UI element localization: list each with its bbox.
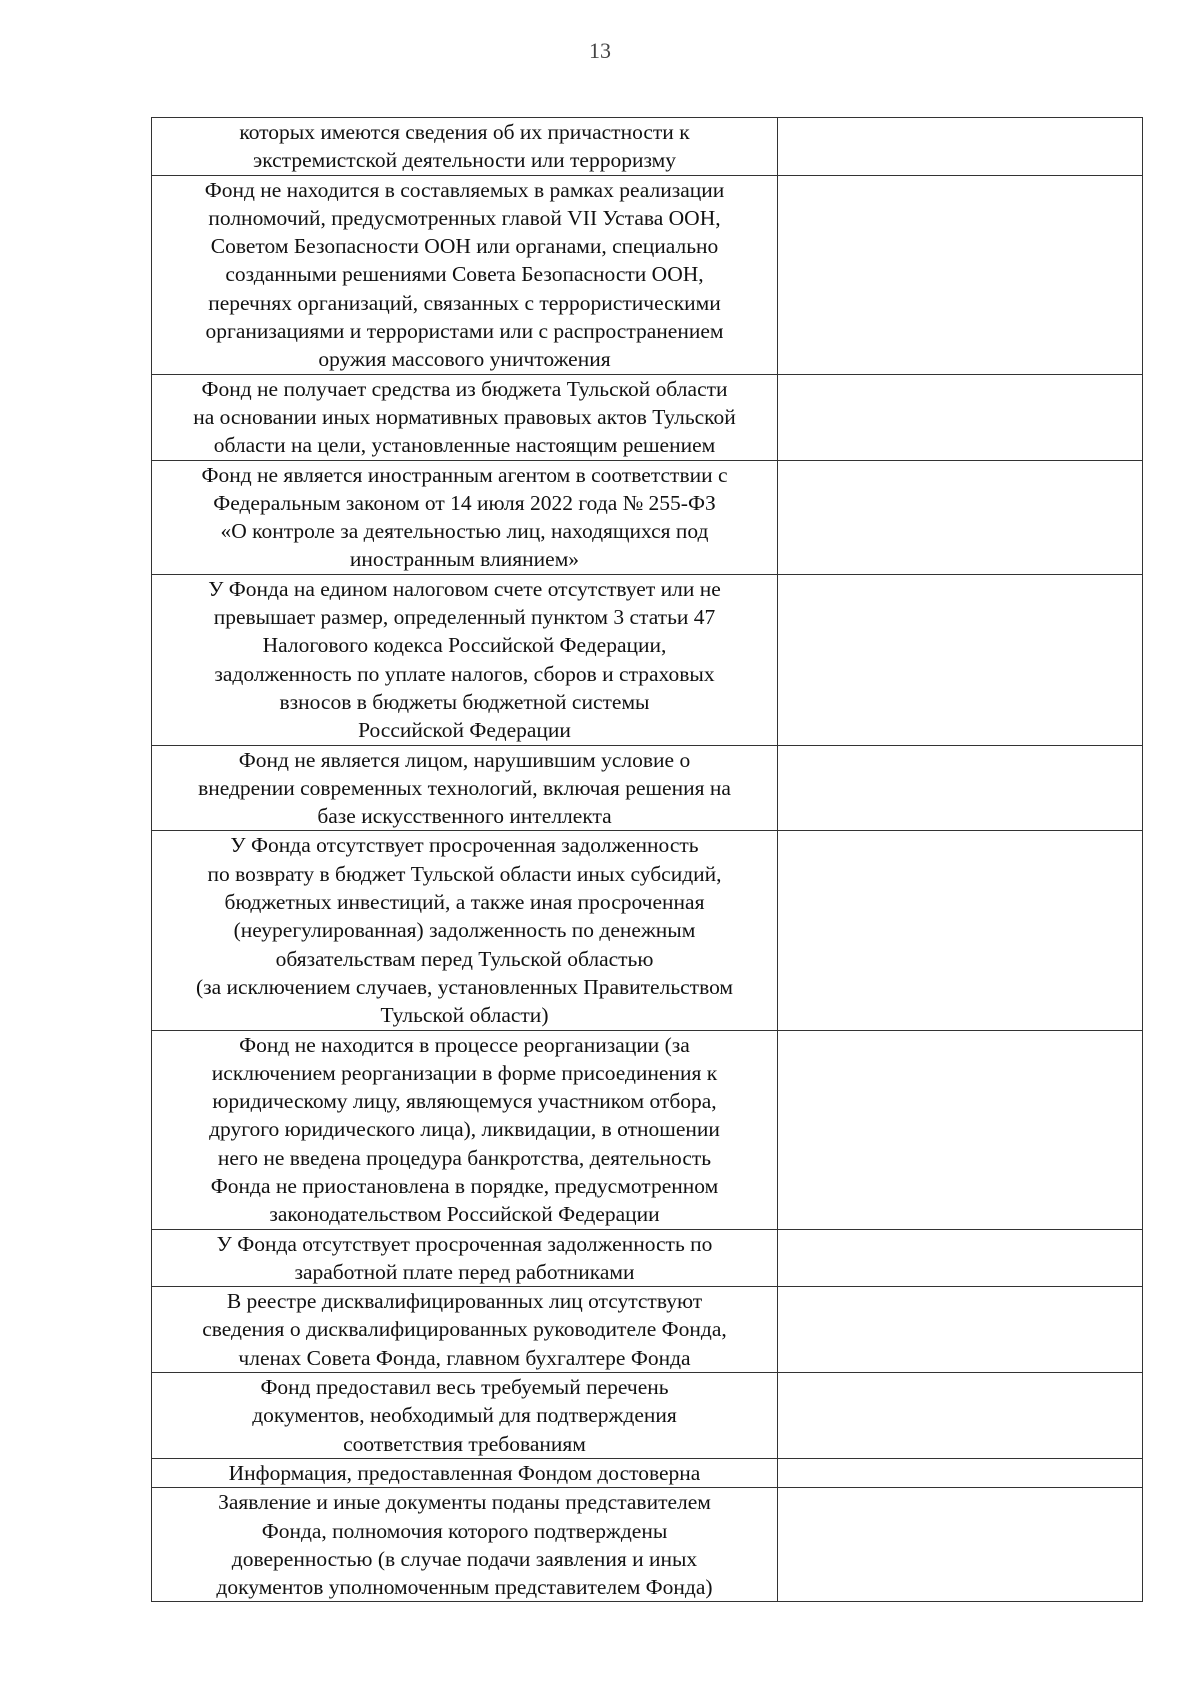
table-row <box>152 745 1143 831</box>
compliance-mark-cell <box>778 374 1143 460</box>
compliance-mark-cell <box>778 1458 1143 1487</box>
table-row <box>152 175 1143 374</box>
criterion-text: Заявление и иные документы поданы представителем Фонда, полномочия которого подтверждены доверенностью (в случае подачи заявления и иных документов уполномоченным представителем Фонда) <box>152 1488 778 1602</box>
compliance-mark-cell <box>778 1287 1143 1373</box>
criteria-table <box>151 117 1143 1602</box>
table-row <box>152 1030 1143 1229</box>
criterion-text: Фонд не является лицом, нарушившим условие о внедрении современных технологий, включая решения на базе искусственного интеллекта <box>152 745 778 831</box>
compliance-mark-cell <box>778 831 1143 1030</box>
compliance-mark-cell <box>778 175 1143 374</box>
table-row <box>152 1229 1143 1287</box>
compliance-mark-cell <box>778 745 1143 831</box>
criterion-text: У Фонда отсутствует просроченная задолженность по возврату в бюджет Тульской области иных субсидий, бюджетных инвестиций, а также иная просроченная (неурегулированная) задолженность по денежным обязательствам перед Тульской областью (за исключением случаев, установленных Правительством Тульской области) <box>152 831 778 1030</box>
criterion-text: Фонд не является иностранным агентом в соответствии с Федеральным законом от 14 июля 2022 года № 255-ФЗ «О контроле за деятельностью лиц, находящихся под иностранным влиянием» <box>152 460 778 574</box>
criterion-text: Фонд не находится в составляемых в рамках реализации полномочий, предусмотренных главой VII Устава ООН, Советом Безопасности ООН или органами, специально созданными решениями Совета Безопасности ООН, перечнях организаций, связанных с террористическими организациями и террористами или с распространением оружия массового уничтожения <box>152 175 778 374</box>
table-row <box>152 460 1143 574</box>
criterion-text: У Фонда отсутствует просроченная задолженность по заработной плате перед работниками <box>152 1229 778 1287</box>
table-row <box>152 1373 1143 1459</box>
table-row <box>152 1458 1143 1487</box>
criterion-text: Фонд не находится в процессе реорганизации (за исключением реорганизации в форме присоединения к юридическому лицу, являющемуся участником отбора, другого юридического лица), ликвидации, в отношении него не введена процедура банкротства, деятельность Фонда не приостановлена в порядке, предусмотренном законодательством Российской Федерации <box>152 1030 778 1229</box>
table-row <box>152 574 1143 745</box>
compliance-mark-cell <box>778 1373 1143 1459</box>
criterion-text: которых имеются сведения об их причастности к экстремистской деятельности или терроризму <box>152 118 778 176</box>
criterion-text: Фонд не получает средства из бюджета Тульской области на основании иных нормативных правовых актов Тульской области на цели, установленные настоящим решением <box>152 374 778 460</box>
criterion-text: Фонд предоставил весь требуемый перечень документов, необходимый для подтверждения соответствия требованиям <box>152 1373 778 1459</box>
criterion-text: У Фонда на едином налоговом счете отсутствует или не превышает размер, определенный пунктом 3 статьи 47 Налогового кодекса Российской Федерации, задолженность по уплате налогов, сборов и страховых взносов в бюджеты бюджетной системы Российской Федерации <box>152 574 778 745</box>
compliance-mark-cell <box>778 1229 1143 1287</box>
table-row <box>152 1287 1143 1373</box>
compliance-mark-cell <box>778 1030 1143 1229</box>
table-row <box>152 831 1143 1030</box>
criterion-text: В реестре дисквалифицированных лиц отсутствуют сведения о дисквалифицированных руководителе Фонда, членах Совета Фонда, главном бухгалтере Фонда <box>152 1287 778 1373</box>
criterion-text: Информация, предоставленная Фондом достоверна <box>152 1458 778 1487</box>
table-row <box>152 118 1143 176</box>
compliance-mark-cell <box>778 118 1143 176</box>
table-row <box>152 374 1143 460</box>
page-number: 13 <box>589 38 611 63</box>
table-row <box>152 1488 1143 1602</box>
compliance-mark-cell <box>778 574 1143 745</box>
compliance-mark-cell <box>778 460 1143 574</box>
compliance-mark-cell <box>778 1488 1143 1602</box>
